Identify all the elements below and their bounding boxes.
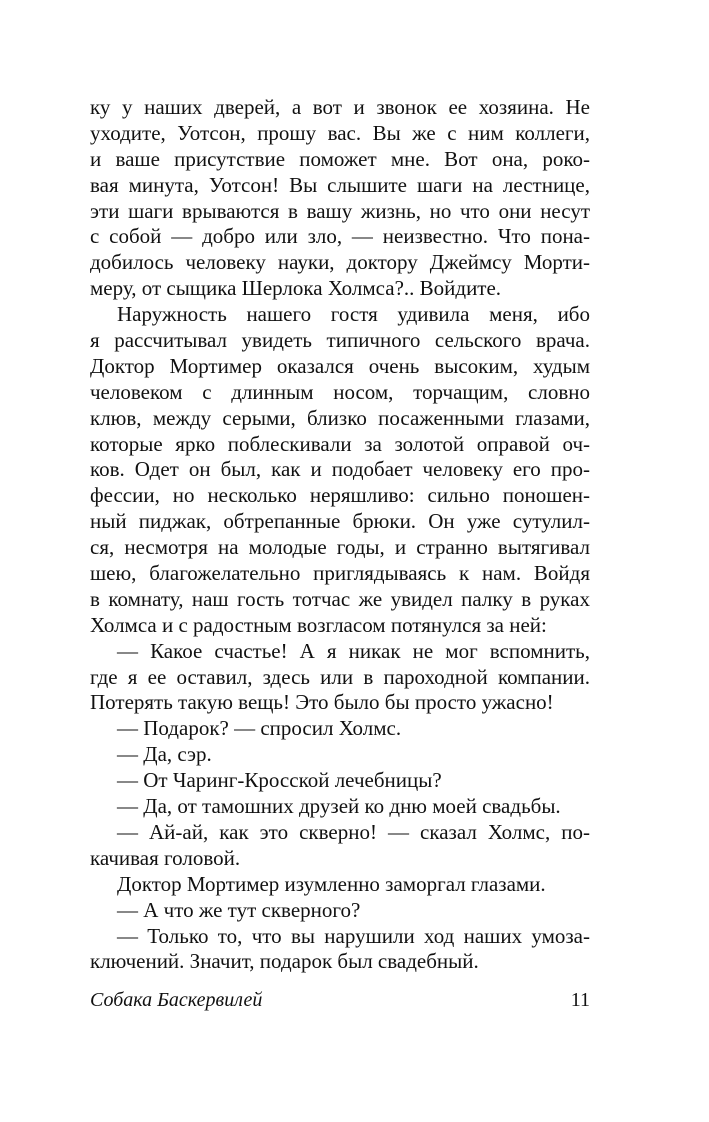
text-line: вая минута, Уотсон! Вы слышите шаги на лестнице, [90, 172, 590, 197]
running-title: Собака Баскервилей [90, 989, 263, 1011]
text-line: качивая головой. [90, 845, 241, 870]
text-line: уходите, Уотсон, прошу вас. Вы же с ним коллеги, [90, 120, 590, 145]
text-line: Наружность нашего гостя удивила меня, ибо [117, 302, 590, 327]
text-line: добилось человеку науки, доктору Джеймсу Морти- [90, 250, 590, 275]
page-body [90, 95, 590, 975]
text-line: — Да, сэр. [117, 742, 212, 767]
text-line: Потерять такую вещь! Это было бы просто ужасно! [90, 690, 554, 715]
text-line: ся, несмотря на молодые годы, и странно вытягивал [90, 535, 590, 560]
text-line: — От Чаринг-Кросской лечебницы? [117, 768, 442, 793]
page-footer [90, 985, 590, 1015]
text-line: Холмса и с радостным возгласом потянулся за ней: [90, 612, 547, 637]
text-line: ключений. Значит, подарок был свадебный. [90, 949, 479, 974]
text-line: — Подарок? — спросил Холмс. [117, 716, 402, 741]
text-line: ный пиджак, обтрепанные брюки. Он уже сутулил- [90, 509, 590, 534]
text-line: и ваше присутствие поможет мне. Вот она, роко- [90, 146, 590, 171]
text-line: где я ее оставил, здесь или в пароходной компании. [90, 664, 590, 689]
text-line: — Да, от тамошних друзей ко дню моей свадьбы. [117, 794, 561, 819]
text-line: ку у наших дверей, а вот и звонок ее хозяина. Не [90, 95, 590, 119]
text-line: — Ай-ай, как это скверно! — сказал Холмс, по- [117, 819, 590, 844]
text-line: — Только то, что вы нарушили ход наших умоза- [117, 923, 590, 948]
page-number: 11 [570, 989, 590, 1011]
text-line: клюв, между серыми, близко посаженными глазами, [90, 405, 590, 430]
text-line: в комнату, наш гость тотчас же увидел палку в руках [90, 586, 590, 611]
text-line: шею, благожелательно приглядываясь к нам. Войдя [90, 561, 590, 586]
text-line: я рассчитывал увидеть типичного сельского врача. [90, 328, 590, 353]
text-line: ков. Одет он был, как и подобает человеку его про- [90, 457, 590, 482]
text-line: которые ярко поблескивали за золотой оправой оч- [90, 431, 590, 456]
text-line: Доктор Мортимер изумленно заморгал глазами. [117, 871, 546, 896]
text-line: — Какое счастье! А я никак не мог вспомнить, [117, 638, 590, 663]
text-line: человеком с длинным носом, торчащим, словно [90, 379, 590, 404]
text-line: эти шаги врываются в вашу жизнь, но что они несут [90, 198, 590, 223]
text-line: — А что же тут скверного? [117, 897, 361, 922]
text-line: с собой — добро или зло, — неизвестно. Что пона- [90, 224, 590, 249]
text-line: фессии, но несколько неряшливо: сильно поношен- [90, 483, 590, 508]
text-line: Доктор Мортимер оказался очень высоким, худым [90, 353, 590, 378]
text-line: меру, от сыщика Шерлока Холмса?.. Войдите. [90, 276, 502, 301]
